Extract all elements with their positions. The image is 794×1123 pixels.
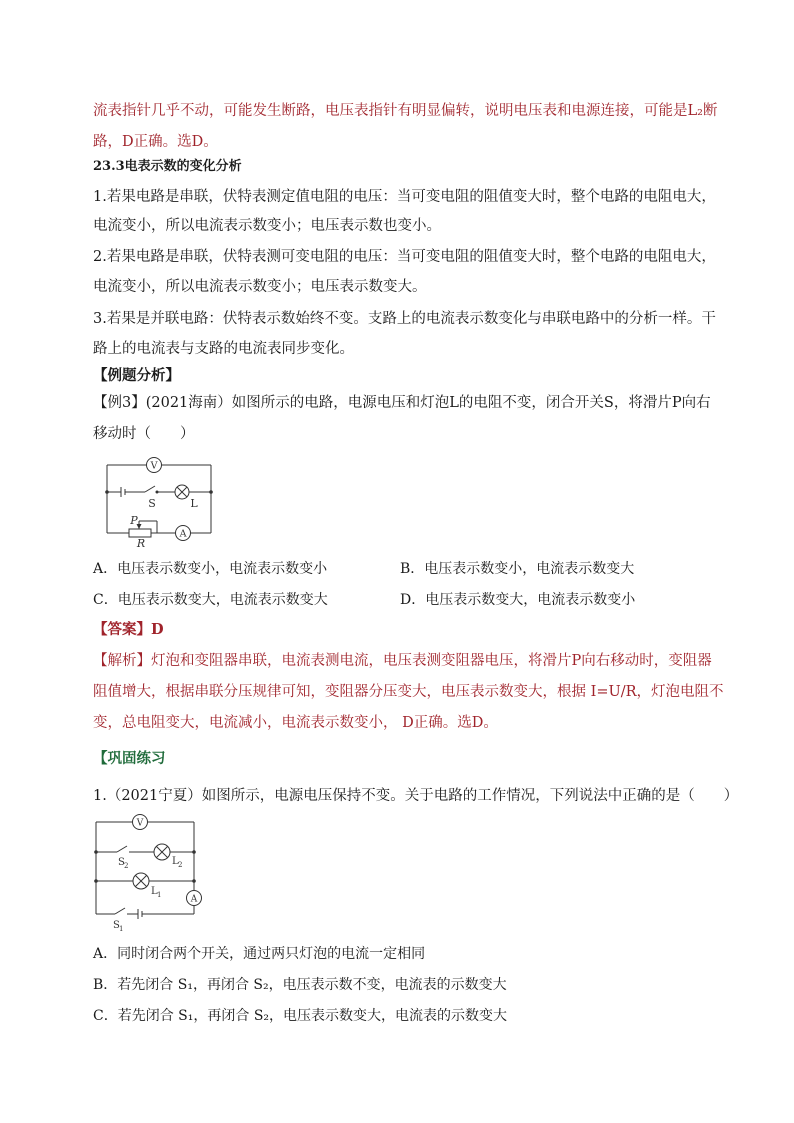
- lamp-l2-label: L: [172, 856, 179, 867]
- lamp-label: L: [190, 497, 198, 510]
- ammeter-label: A: [179, 528, 187, 540]
- resistor-label: R: [136, 537, 146, 547]
- example3-analysis-line3: 变，总电阻变大，电流减小，电流表示数变小， D正确。选D。: [93, 715, 498, 731]
- example3-option-c: C．电压表示数变大，电流表示数变大: [93, 592, 328, 608]
- switch-s2-label: S: [118, 857, 125, 868]
- example3-option-b: B．电压表示数变小，电流表示数变大: [400, 561, 635, 577]
- voltmeter-label: V: [150, 460, 158, 472]
- switch-label: S: [148, 497, 156, 510]
- q1-ammeter-label: A: [190, 894, 198, 905]
- practice-q1-stem: 1.（2021宁夏）如图所示，电源电压保持不变。关于电路的工作情况，下列说法中正确的是（ ）: [93, 788, 739, 804]
- lamp-l1-subscript: 1: [157, 891, 162, 899]
- section-p2-line2: 电流变小，所以电流表示数变小；电压表示数变大。: [93, 279, 427, 295]
- prev-answer-line-1: 流表指针几乎不动，可能发生断路，电压表指针有明显偏转，说明电压表和电源连接，可能是L₂断: [93, 103, 718, 119]
- example3-option-a: A．电压表示数变小，电流表示数变小: [93, 561, 328, 577]
- practice-q1-option-b: B．若先闭合 S₁，再闭合 S₂，电压表示数不变，电流表的示数变大: [93, 977, 507, 993]
- switch-s2-subscript: 2: [124, 862, 129, 870]
- example3-answer: 【答案】D: [93, 621, 164, 638]
- section-p3-line1: 3.若果是并联电路：伏特表示数始终不变。支路上的电流表示数变化与串联电路中的分析一样。干: [93, 311, 716, 327]
- practice-q1-circuit-diagram: [93, 812, 213, 937]
- example3-stem-line1: 【例3】(2021海南）如图所示的电路，电源电压和灯泡L的电阻不变，闭合开关S，将滑片P向右: [93, 395, 711, 411]
- practice-q1-option-a: A．同时闭合两个开关，通过两只灯泡的电流一定相同: [93, 946, 426, 962]
- switch-s1-subscript: 1: [119, 925, 124, 933]
- lamp-l2-subscript: 2: [178, 861, 183, 869]
- example3-option-d: D．电压表示数变大，电流表示数变小: [400, 592, 636, 608]
- section-heading: 23.3电表示数的变化分析: [93, 159, 242, 174]
- practice-heading: 【巩固练习: [93, 750, 166, 767]
- q1-voltmeter-label: V: [136, 818, 144, 829]
- prev-answer-line-2: 路，D正确。选D。: [93, 134, 218, 150]
- switch-s1-label: S: [113, 920, 120, 931]
- lamp-l1-label: L: [151, 886, 158, 897]
- slider-label: P: [130, 514, 138, 527]
- example3-circuit-diagram: [95, 455, 225, 547]
- section-p2-line1: 2.若果电路是串联，伏特表测可变电阻的电压：当可变电阻的阻值变大时，整个电路的电阻电大，: [93, 249, 716, 265]
- example3-analysis-line2: 阻值增大，根据串联分压规律可知，变阻器分压变大，电压表示数变大，根据 I=U/R，灯泡电阻不: [93, 684, 724, 700]
- example-heading: 【例题分析】: [93, 367, 180, 384]
- section-p3-line2: 路上的电流表与支路的电流表同步变化。: [93, 341, 354, 357]
- example3-stem-line2: 移动时（ ）: [93, 426, 195, 442]
- section-p1-line1: 1.若果电路是串联，伏特表测定值电阻的电压：当可变电阻的阻值变大时，整个电路的电阻电大，: [93, 189, 716, 205]
- practice-q1-option-c: C．若先闭合 S₁，再闭合 S₂，电压表示数变大，电流表的示数变大: [93, 1008, 508, 1024]
- section-p1-line2: 电流变小，所以电流表示数变小；电压表示数也变小。: [93, 218, 441, 234]
- example3-analysis-line1: 【解析】灯泡和变阻器串联，电流表测电流，电压表测变阻器电压，将滑片P向右移动时，变阻器: [93, 653, 712, 669]
